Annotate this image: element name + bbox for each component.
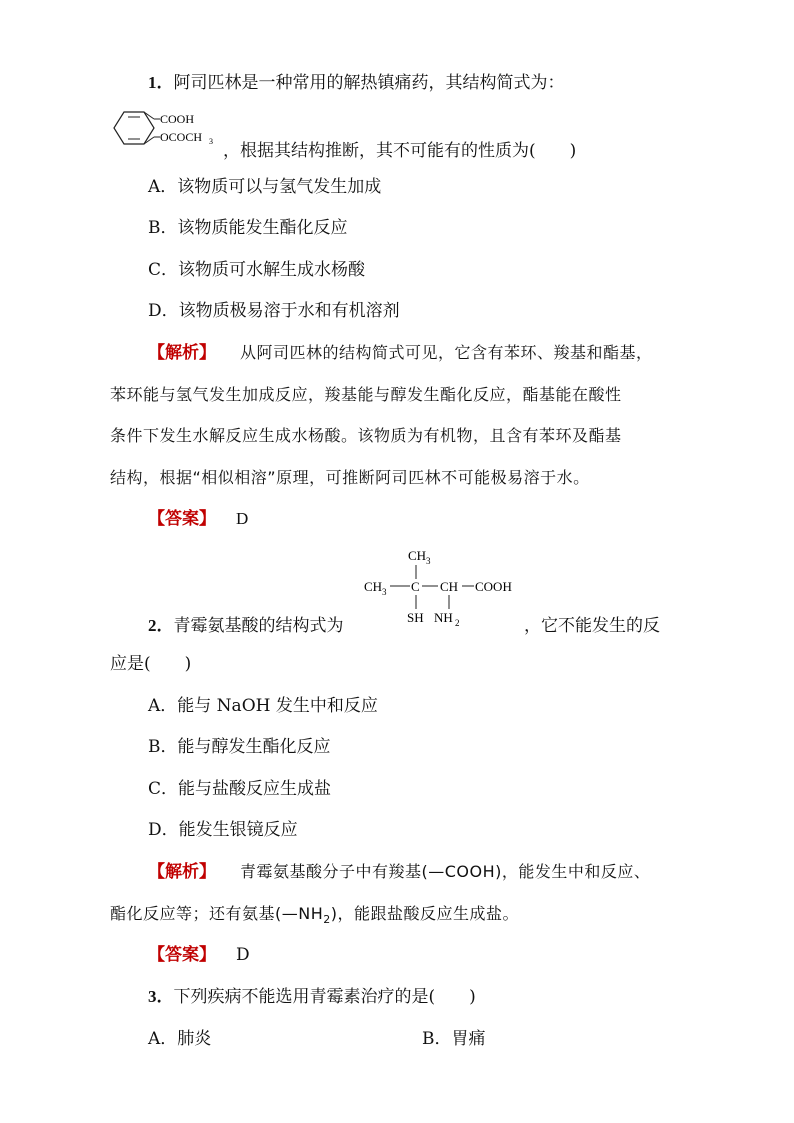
q1-option-d: D．该物质极易溶于水和有机溶剂 [148,301,400,321]
q1-option-a: A．该物质可以与氢气发生加成 [148,177,382,197]
q1-stem-text: 阿司匹林是一种常用的解热镇痛药，其结构简式为： [173,73,565,93]
q1-analysis-line3: 条件下发生水解反应生成水杨酸。该物质为有机物，且含有苯环及酯基 [110,426,622,445]
q2-analysis-text2a: 酯化反应等；还有氨基(—NH [110,904,324,923]
q2-option-c: C．能与盐酸反应生成盐 [148,779,332,799]
q2-stem-c: 应是( ) [110,654,192,674]
aspirin-structure [110,107,225,149]
q2-stem-text-a: 青霉氨基酸的结构式为 [173,616,344,636]
q2-analysis-text1: 青霉氨基酸分子中有羧基(—COOH)，能发生中和反应、 [240,862,651,881]
q2-option-b: B．能与醇发生酯化反应 [148,737,331,757]
q2-stem-b: ，它不能发生的反 [524,616,660,636]
q1-answer-value: D [236,509,249,528]
q3-stem [148,986,476,1008]
struct-cooh: COOH [475,579,512,594]
q2-analysis-text2b: )，能跟盐酸反应生成盐。 [330,904,519,923]
q2-number: 2． [148,616,174,635]
q2-analysis-line2 [110,903,519,931]
penicillamine-structure [360,545,530,630]
q2-analysis-line1 [148,861,650,883]
aspirin-ococh3: OCOCH [160,130,203,144]
q2-option-d: D．能发生银镜反应 [148,820,298,840]
q1-analysis-tag: 【解析】 [148,343,216,363]
q2-answer-value: D [236,945,250,965]
q1-analysis-line1 [148,342,653,364]
q1-stem [148,72,565,94]
q3-stem-text: 下列疾病不能选用青霉素治疗的是( ) [173,987,476,1007]
struct-ch3-top-sub: 3 [426,556,431,566]
aspirin-cooh: COOH [160,112,195,126]
q1-answer [148,508,248,530]
q2-analysis-tag: 【解析】 [148,862,216,882]
q1-option-c: C．该物质可水解生成水杨酸 [148,260,366,280]
q1-analysis-line4: 结构，根据“相似相溶”原理，可推断阿司匹林不可能极易溶于水。 [110,468,590,487]
q1-analysis-line2: 苯环能与氢气发生加成反应，羧基能与醇发生酯化反应，酯基能在酸性 [110,385,622,404]
q3-option-a: A．肺炎 [148,1029,212,1049]
q2-stem-a [148,615,344,637]
q1-analysis-text1: 从阿司匹林的结构简式可见，它含有苯环、羧基和酯基， [240,343,653,362]
struct-nh2: NH [434,610,453,625]
struct-ch3-top: CH [408,548,427,563]
q2-option-a: A．能与 NaOH 发生中和反应 [148,696,378,716]
q1-option-b: B．该物质能发生酯化反应 [148,218,348,238]
q3-option-b: B．胃痛 [422,1029,486,1049]
struct-ch3-left-sub: 3 [382,587,387,597]
q3-number: 3． [148,987,174,1006]
aspirin-sub3: 3 [209,137,213,146]
struct-c: C [411,579,420,594]
q2-analysis-sub: 2 [323,913,331,927]
q1-number: 1． [148,73,174,92]
q2-answer [148,944,250,966]
struct-ch: CH [440,579,459,594]
struct-ch3-left: CH [364,579,383,594]
q2-answer-tag: 【答案】 [148,945,216,965]
struct-sh: SH [407,610,424,625]
q1-answer-tag: 【答案】 [148,509,216,529]
q1-stem2: ，根据其结构推断，其不可能有的性质为( ) [223,141,577,161]
struct-nh2-sub: 2 [455,618,460,628]
